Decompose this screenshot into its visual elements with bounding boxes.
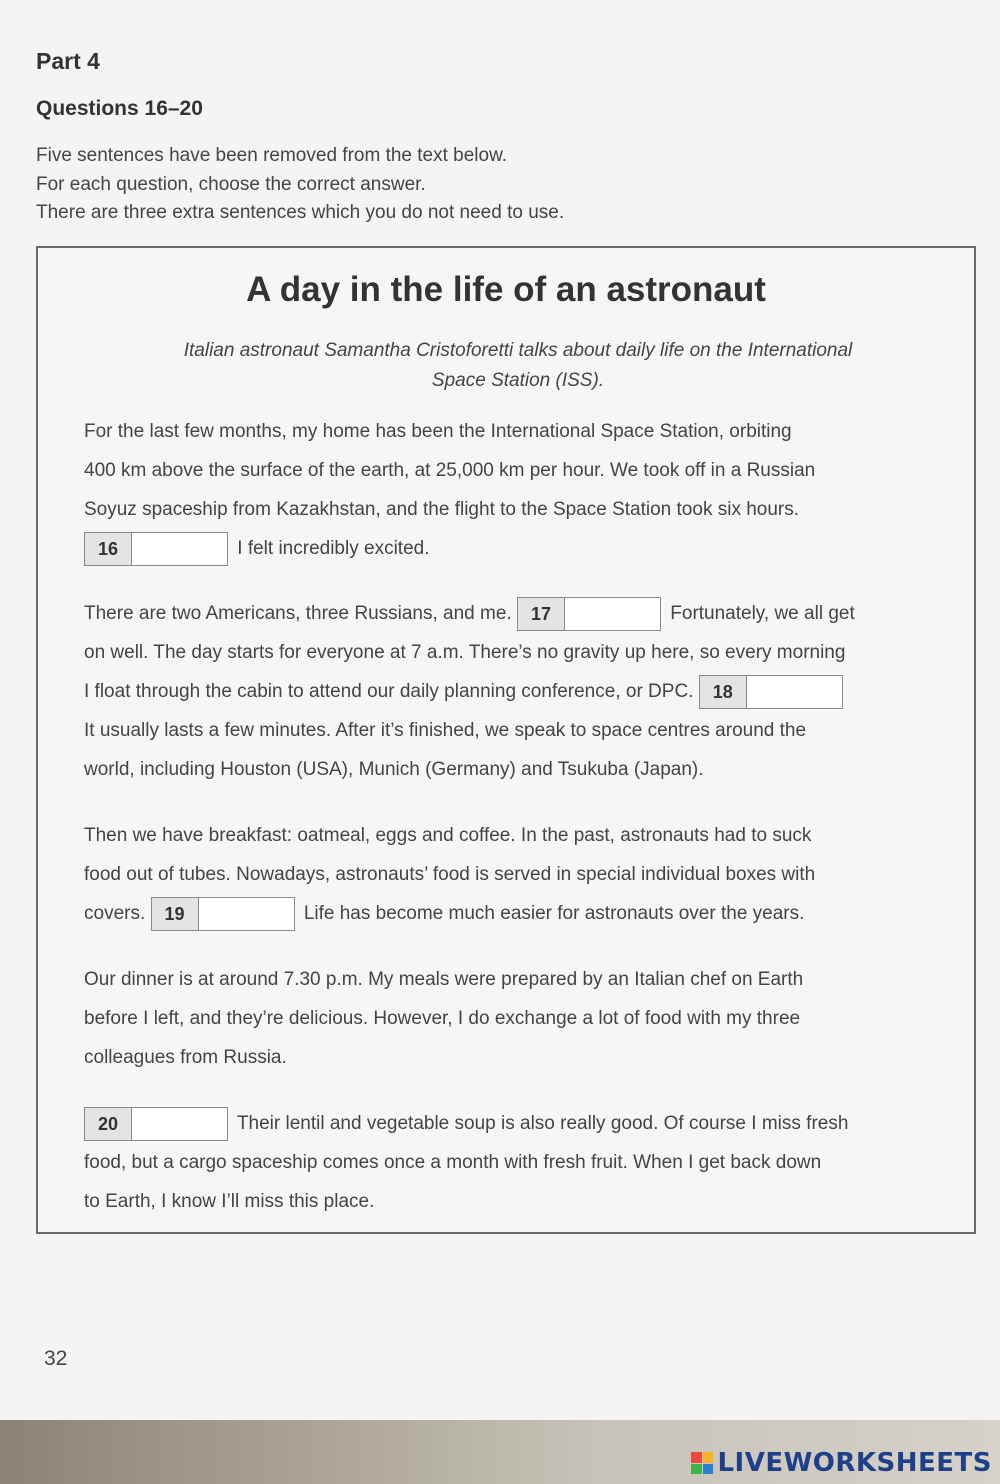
article-title: A day in the life of an astronaut	[246, 270, 766, 309]
instruction-line: There are three extra sentences which you do not need to use.	[36, 202, 565, 223]
answer-gap-17	[517, 597, 661, 631]
gap-number: 18	[700, 676, 747, 708]
instruction-line: Five sentences have been removed from the text below.	[36, 145, 508, 166]
text-fragment: covers.	[84, 903, 146, 924]
paragraph-5	[84, 1104, 960, 1221]
gap-number: 20	[85, 1108, 132, 1140]
gap-number: 16	[85, 533, 132, 565]
text-line: food out of tubes. Nowadays, astronauts’ food is served in special individual boxes with	[84, 864, 816, 885]
answer-input-18[interactable]	[747, 676, 842, 708]
gap-number: 19	[152, 898, 199, 930]
text-line: before I left, and they’re delicious. However, I do exchange a lot of food with my three	[84, 1008, 801, 1029]
instruction-line: For each question, choose the correct answer.	[36, 173, 426, 195]
paragraph-4	[84, 960, 960, 1077]
text-line	[84, 594, 960, 633]
subtitle-line: Italian astronaut Samantha Cristoforetti talks about daily life on the International	[183, 340, 853, 361]
liveworksheets-logo-icon	[691, 1452, 713, 1474]
text-line: 400 km above the surface of the earth, at 25,000 km per hour. We took off in a Russian	[84, 460, 816, 481]
answer-gap-16	[84, 532, 228, 566]
text-fragment: Their lentil and vegetable soup is also really good. Of course I miss fresh	[236, 1113, 849, 1134]
answer-input-19[interactable]	[199, 898, 294, 930]
text-line	[84, 1104, 960, 1143]
answer-gap-18	[699, 675, 843, 709]
text-line	[84, 672, 960, 711]
text-line: world, including Houston (USA), Munich (Germany) and Tsukuba (Japan).	[84, 759, 704, 780]
text-line: to Earth, I know I’ll miss this place.	[84, 1191, 375, 1212]
page-number: 32	[44, 1347, 68, 1370]
article-box	[36, 246, 976, 1234]
text-line: on well. The day starts for everyone at 7 a.m. There’s no gravity up here, so every morning	[84, 642, 846, 663]
text-line: colleagues from Russia.	[84, 1047, 287, 1068]
paragraph-1	[84, 412, 960, 568]
text-line: Soyuz spaceship from Kazakhstan, and the flight to the Space Station took six hours.	[84, 499, 800, 520]
text-line: It usually lasts a few minutes. After it’s finished, we speak to space centres around the	[84, 720, 807, 741]
answer-gap-19	[151, 897, 295, 931]
brand-name: LIVEWORKSHEETS	[717, 1448, 992, 1478]
part-heading: Part 4	[36, 48, 100, 74]
text-line: Our dinner is at around 7.30 p.m. My meals were prepared by an Italian chef on Earth	[84, 969, 804, 990]
text-fragment: Fortunately, we all get	[670, 603, 855, 624]
answer-input-20[interactable]	[132, 1108, 227, 1140]
text-fragment: I felt incredibly excited.	[237, 538, 430, 559]
paragraph-3	[84, 816, 960, 933]
text-fragment: Life has become much easier for astronauts over the years.	[303, 903, 805, 924]
text-line: For the last few months, my home has been the International Space Station, orbiting	[84, 421, 792, 442]
paragraph-2	[84, 594, 960, 789]
text-fragment: I float through the cabin to attend our daily planning conference, or DPC.	[84, 681, 694, 702]
text-line	[84, 529, 960, 568]
subtitle-line: Space Station (ISS).	[431, 370, 605, 391]
gap-number: 17	[518, 598, 565, 630]
questions-heading: Questions 16–20	[36, 97, 203, 120]
text-line: food, but a cargo spaceship comes once a month with fresh fruit. When I get back down	[84, 1152, 822, 1173]
answer-gap-20	[84, 1107, 228, 1141]
instructions	[36, 142, 564, 228]
article-subtitle	[118, 336, 918, 396]
answer-input-16[interactable]	[132, 533, 227, 565]
text-line	[84, 894, 960, 933]
answer-input-17[interactable]	[565, 598, 660, 630]
text-fragment: There are two Americans, three Russians, and me.	[84, 603, 512, 624]
text-line: Then we have breakfast: oatmeal, eggs and coffee. In the past, astronauts had to suck	[84, 825, 812, 846]
liveworksheets-brand[interactable]	[691, 1448, 992, 1478]
